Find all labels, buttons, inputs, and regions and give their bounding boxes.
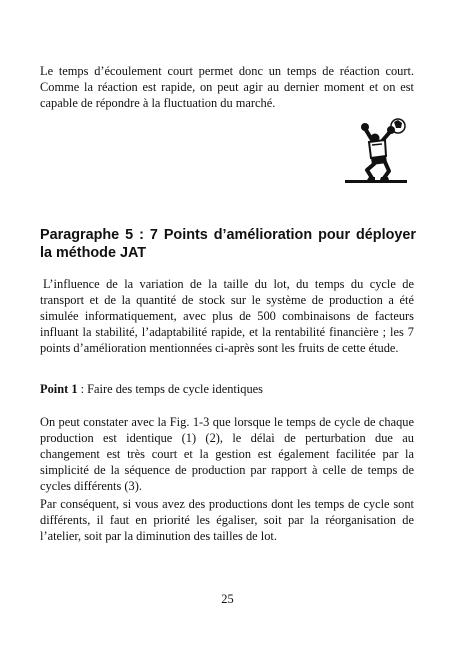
- constat-paragraph: On peut constater avec la Fig. 1-3 que lorsque le temps de cycle de chaque production est identique (1) (2), le délai de perturbation due au changement est très court et la gestion est également facilitée par la simplicité de la séquence de production par rapport à celle de temps de cycles différents (3).: [40, 415, 414, 493]
- influence-paragraph: L’influence de la variation de la taille du lot, du temps du cycle de transport et de la quantité de stock sur le système de production a été simulée informatiquement, avec plus de 500 combinaisons de facteurs influant la stabilité, l’adaptabilité rapide, et la rentabilité financière ; les 7 points d’amélioration mentionnées ci-après sont les fruits de cette étude.: [40, 277, 414, 355]
- point-1-line: [40, 381, 414, 397]
- page-number: 25: [221, 592, 234, 606]
- consequent-paragraph: Par conséquent, si vous avez des productions dont les temps de cycle sont différents, il faut en priorité les égaliser, soit par la réorganisation de l’atelier, soit par la diminution des tailles de lot.: [40, 497, 414, 543]
- section-heading: Paragraphe 5 : 7 Points d’amélioration pour déployer la méthode JAT: [40, 227, 416, 261]
- goalkeeper-icon: [345, 118, 407, 186]
- point-1-label: Point 1: [40, 382, 78, 396]
- point-1-text: : Faire des temps de cycle identiques: [77, 382, 263, 396]
- intro-paragraph: Le temps d’écoulement court permet donc un temps de réaction court. Comme la réaction est rapide, on peut agir au dernier moment et on est capable de répondre à la fluctuation du marché.: [40, 64, 414, 110]
